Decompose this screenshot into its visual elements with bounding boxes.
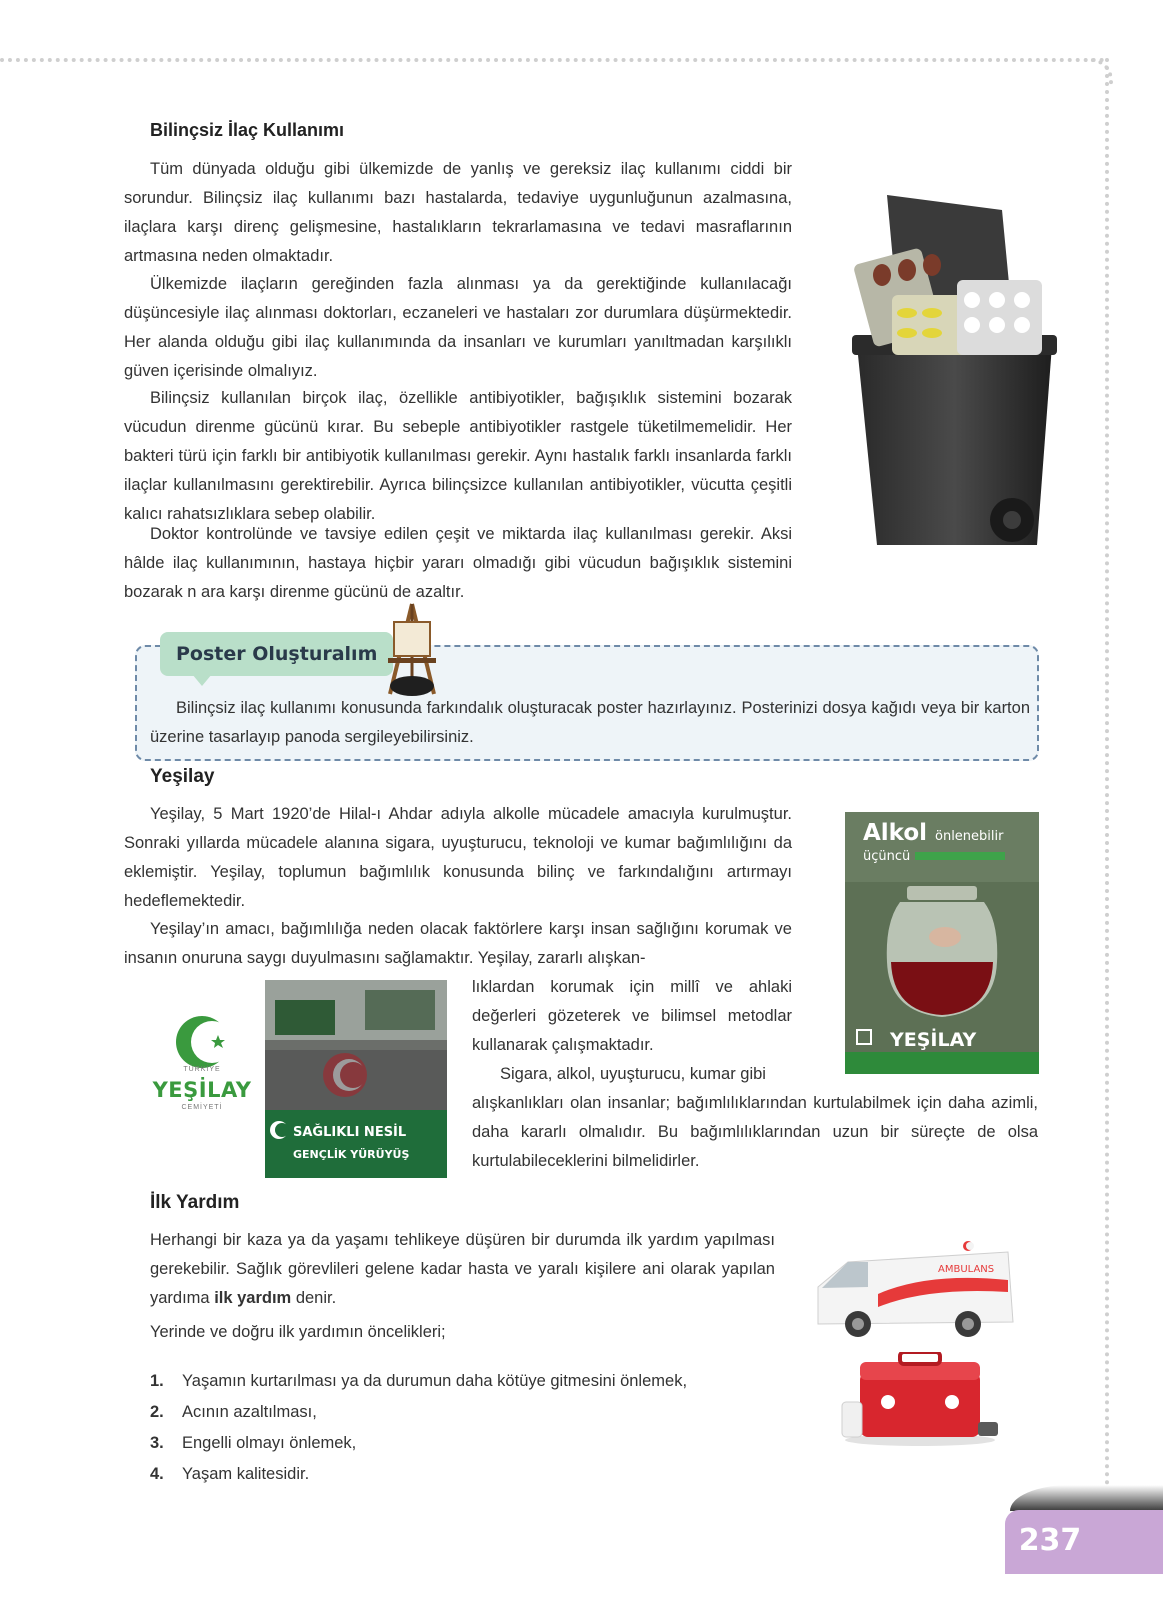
yesilay-alcohol-poster [845, 812, 1039, 1074]
ilk-yardim-text-after: denir. [291, 1289, 337, 1307]
yesilay-logo-top-text: TÜRKİYE [183, 1066, 221, 1073]
yesilay-logo-bottom-text: CEMİYETİ [181, 1104, 223, 1111]
paragraph-ilac-2: Ülkemizde ilaçların gereğinden fazla alınması ya da gerektiğinde kullanılacağı düşüncesiyle ilaç alınması doktorları, eczaneleri ve hastaları zor durumlara düşürmektedir. Her alanda olduğu gibi ilaç kullanımında da insanları ve kurumları yanıltmadan karşılıklı güven içerisinde olmalıyız. [124, 275, 792, 380]
list-item: 1. Yaşamın kurtarılması ya da durumun daha kötüye gitmesini önlemek, [150, 1372, 688, 1390]
ambulance-label: AMBULANS [938, 1264, 995, 1275]
poster-activity-text: Bilinçsiz ilaç kullanımı konusunda farkındalık oluşturacak poster hazırlayınız. Posterinizi dosya kağıdı veya bir karton üzerine tasarlayıp panoda sergileyebilirsiniz. [150, 699, 1030, 746]
list-item: 4. Yaşam kalitesidir. [150, 1465, 310, 1483]
paragraph-ilac-1: Tüm dünyada olduğu gibi ülkemizde de yanlış ve gereksiz ilaç kullanımı ciddi bir sorundur. Bilinçsiz ilaç kullanımı bazı hastalarda, tedaviye uygunluğunun azalmasına, ilaçlara karşı direnç gelişmesine, hastalıkların tekrarlamasına ve tedavi masraflarının artmasına neden olmaktadır. [124, 160, 792, 265]
poster-activity-label: Poster Oluşturalım [160, 632, 393, 676]
paragraph-yesilay-3b: alışkanlıkları olan insanlar; bağımlılıklarından kurtulabilmek için daha azimli, daha kararlı olmalıdır. Bu bağımlılıklarından uzun bir süreçte de olsa kurtulabileceklerini bilmelidirler. [472, 1094, 1038, 1170]
paragraph-yesilay-2b: lıklardan korumak için millî ve ahlaki değerleri gözeterek ve bilimsel metodlar kullanarak çalışmaktadır. [472, 978, 792, 1054]
yesilay-poster-line1: önlenebilir [935, 829, 1004, 844]
poster-tab-pointer [192, 674, 212, 686]
paragraph-yesilay-1: Yeşilay, 5 Mart 1920’de Hilal-ı Ahdar adıyla alkolle mücadele amacıyla kurulmuştur. Sonraki yıllarda mücadele alanına sigara, uyuşturucu, teknoloji ve kumar bağımlılığını da eklemiştir. Yeşilay, toplumun bağımlılık konusunda bilinç ve farkındalığını artırmayı hedeflemektedir. [124, 805, 792, 910]
ilk-yardim-text-before: Herhangi bir kaza ya da yaşamı tehlikeye düşüren bir durumda ilk yardım yapılması gerekebilir. Sağlık görevlileri gelene kadar hasta ve yaralı kişilere ani olarak yapılan yardıma [150, 1231, 775, 1307]
first-aid-priorities-list [150, 1366, 687, 1490]
paragraph-yesilay-2a: Yeşilay’ın amacı, bağımlılığa neden olacak faktörlere karşı insan sağlığını korumak ve insanın onuruna saygı duyulmasını sağlamaktır. Yeşilay, zararlı alışkan- [124, 920, 792, 967]
section-title-yesilay: Yeşilay [150, 766, 215, 787]
paragraph-yesilay-3a: Sigara, alkol, uyuşturucu, kumar gibi [500, 1065, 766, 1083]
paragraph-ilk-yardim-1 [150, 1226, 775, 1313]
youth-march-photo [265, 980, 447, 1178]
photo-banner-line1: SAĞLIKLI NESİL [293, 1125, 407, 1140]
ambulance-image [808, 1232, 1018, 1342]
yesilay-poster-title: Alkol [863, 820, 928, 846]
page-frame-top [0, 58, 1105, 62]
paragraph-ilk-yardim-2: Yerinde ve doğru ilk yardımın öncelikleri; [150, 1323, 446, 1341]
photo-banner-line2: GENÇLİK YÜRÜYÜŞ [293, 1148, 410, 1161]
list-item: 2. Acının azaltılması, [150, 1403, 317, 1421]
medicine-trash-bin-image [852, 195, 1062, 555]
yesilay-poster-brand: YEŞİLAY [890, 1029, 977, 1051]
yesilay-poster-line2: üçüncü [863, 849, 911, 864]
easel-icon [380, 600, 444, 696]
page-number: 237 [1018, 1523, 1082, 1558]
section-title-ilk-yardim: İlk Yardım [150, 1192, 240, 1213]
list-item: 3. Engelli olmayı önlemek, [150, 1434, 357, 1452]
yesilay-logo-name: YEŞİLAY [152, 1078, 252, 1102]
page-frame-right [1105, 58, 1109, 1518]
paragraph-ilac-4: Doktor kontrolünde ve tavsiye edilen çeşit ve miktarda ilaç kullanılması gerekir. Aksi hâlde ilaç kullanımının, hastaya hiçbir yararı olmadığı gibi vücudun bağışıklık sistemini bozarak n ara karşı direnme gücünü de azaltır. [124, 525, 792, 601]
ilk-yardim-bold-term: ilk yardım [214, 1289, 292, 1307]
section-title-bilincsiz-ilac: Bilinçsiz İlaç Kullanımı [150, 120, 345, 140]
first-aid-kit-image [840, 1352, 1000, 1447]
paragraph-ilac-3: Bilinçsiz kullanılan birçok ilaç, özellikle antibiyotikler, bağışıklık sistemini bozarak vücudun direnme gücünü kırar. Bu sebeple antibiyotikler rastgele tüketilmemelidir. Her bakteri türü için farklı bir antibiyotik kullanılması gerekir. Aynı hastalık farklı insanlarda farklı ilaçlar kullanılmasını gerektirebilir. Ayrıca bilinçsizce kullanılan antibiyotikler, vücutta çeşitli kalıcı rahatsızlıklara sebep olabilir. [124, 389, 792, 523]
page-tab-shadow [1010, 1485, 1163, 1511]
